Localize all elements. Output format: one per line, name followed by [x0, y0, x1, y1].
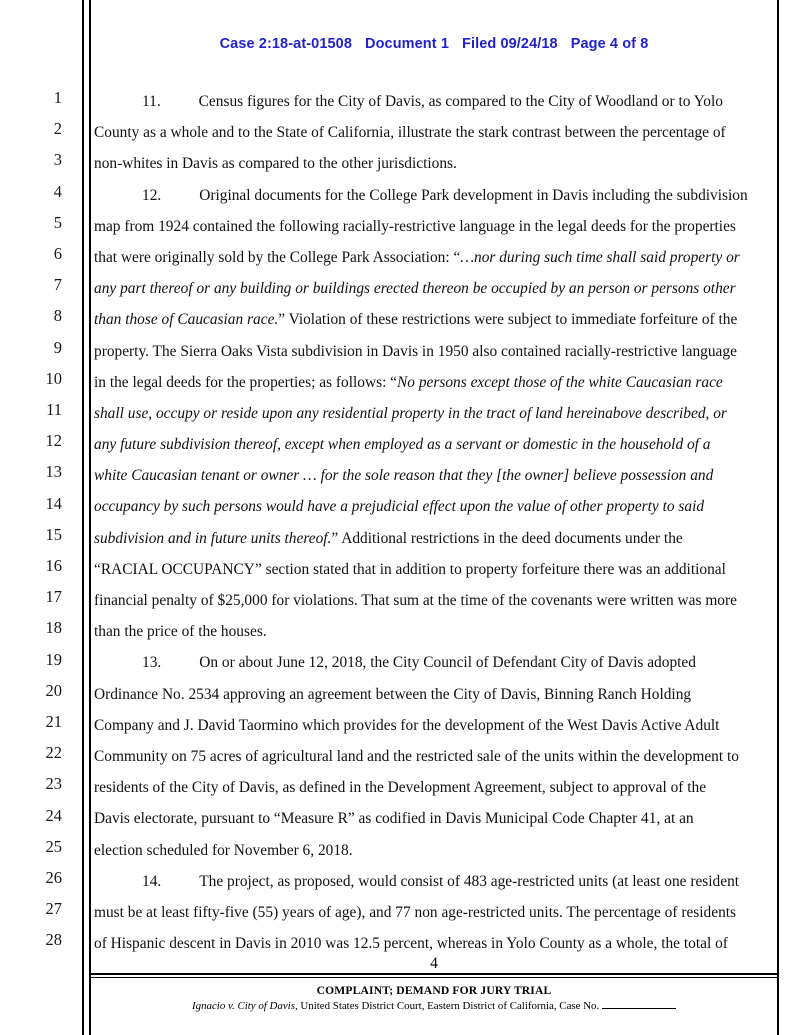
ecf-filing-header	[91, 36, 777, 52]
body-text-run: On or about June 12, 2018, the City Council of Defendant City of Davis adopted	[199, 654, 696, 672]
body-text-run: property. The Sierra Oaks Vista subdivision in Davis in 1950 also contained racially-restrictive language	[94, 342, 737, 360]
footer-rule-lower	[91, 977, 777, 978]
quoted-italic-text: than those of Caucasian race.	[94, 311, 279, 329]
body-text-run: ” Violation of these restrictions were subject to immediate forfeiture of the	[278, 311, 738, 329]
body-text-run: County as a whole and to the State of California, illustrate the stark contrast between the percentage of	[94, 124, 726, 142]
line-number: 16	[45, 556, 62, 575]
text-line	[94, 585, 754, 616]
text-line	[94, 554, 754, 585]
text-line	[94, 304, 754, 335]
text-line	[94, 803, 754, 834]
ecf-document-number: Document 1	[365, 36, 449, 52]
left-margin-rule-inner	[89, 0, 91, 1035]
line-number: 9	[53, 337, 62, 357]
line-number: 2	[53, 119, 62, 139]
line-number: 26	[45, 868, 62, 887]
text-line	[94, 429, 754, 460]
text-line	[94, 398, 754, 429]
line-number: 21	[45, 712, 62, 731]
line-number: 6	[53, 244, 62, 263]
text-line	[94, 273, 754, 304]
text-line	[94, 148, 754, 179]
page-number: 4	[430, 955, 438, 972]
body-text-run: 14.	[142, 872, 162, 890]
body-text-run: “RACIAL OCCUPANCY” section stated that in addition to property forfeiture there was an additional	[94, 560, 726, 578]
text-line	[94, 897, 754, 928]
body-text-run: than the price of the houses.	[94, 623, 267, 641]
line-number: 22	[45, 743, 62, 763]
footer-caption	[91, 999, 777, 1012]
line-number: 10	[45, 368, 62, 388]
line-number-gutter	[0, 0, 80, 1035]
body-text-run: residents of the City of Davis, as defined in the Development Agreement, subject to approval of the	[94, 779, 707, 797]
quoted-italic-text: any future subdivision thereof, except when employed as a servant or domestic in the household of a	[94, 436, 711, 454]
quoted-italic-text: any part thereof or any building or buildings erected thereon be occupied by an person or persons other	[94, 280, 736, 298]
line-number: 17	[45, 587, 62, 607]
line-number: 11	[46, 400, 62, 419]
ecf-filed-date: Filed 09/24/18	[462, 36, 558, 52]
body-text-run: financial penalty of $25,000 for violations. That sum at the time of the covenants were written was more	[94, 592, 737, 609]
left-margin-rule-outer	[82, 0, 84, 1035]
line-number: 23	[45, 774, 62, 794]
ecf-case-number: Case 2:18-at-01508	[219, 36, 352, 52]
line-number: 19	[45, 649, 62, 669]
text-line	[94, 336, 754, 367]
line-number: 25	[45, 836, 62, 856]
text-line	[94, 710, 754, 741]
line-number: 3	[53, 150, 62, 170]
document-footer	[91, 984, 777, 1012]
body-text-run: The project, as proposed, would consist of 483 age-restricted units (at least one resident	[199, 872, 740, 890]
footer-rule-upper	[91, 973, 777, 975]
body-text-run: Ordinance No. 2534 approving an agreement between the City of Davis, Binning Ranch Holding	[94, 685, 692, 703]
body-text-run: Census figures for the City of Davis, as compared to the City of Woodland or to Yolo	[198, 93, 723, 110]
text-line	[94, 835, 754, 866]
line-number: 5	[53, 212, 62, 232]
body-text-run: that were originally sold by the College Park Association: “	[94, 248, 461, 266]
body-text-run: 13.	[142, 654, 162, 672]
body-text-run: in the legal deeds for the properties; as follows: “	[94, 373, 398, 391]
line-number: 4	[53, 181, 62, 201]
body-text-run: Original documents for the College Park development in Davis including the subdivision	[199, 186, 748, 204]
body-text-run: non-whites in Davis as compared to the other jurisdictions.	[94, 155, 457, 173]
body-text-run: of Hispanic descent in Davis in 2010 was 12.5 percent, whereas in Yolo County as a whole, the total of	[94, 935, 728, 953]
quoted-italic-text: No persons except those of the white Caucasian race	[397, 373, 723, 391]
body-text-run: election scheduled for November 6, 2018.	[94, 841, 353, 859]
body-text-run: 12.	[142, 186, 162, 204]
body-text-run: Company and J. David Taormino which provides for the development of the West Davis Active Adult	[94, 716, 720, 734]
text-line	[94, 117, 754, 148]
line-number: 1	[53, 88, 62, 107]
text-line	[94, 211, 754, 242]
text-line	[94, 772, 754, 803]
body-text-run: ” Additional restrictions in the deed documents under the	[331, 529, 683, 547]
quoted-italic-text: shall use, occupy or reside upon any residential property in the tract of land hereinabove described, or	[94, 404, 727, 422]
line-number: 20	[45, 680, 62, 700]
ecf-page-indicator: Page 4 of 8	[570, 36, 649, 52]
line-number: 8	[53, 306, 62, 326]
text-line	[94, 523, 754, 554]
line-number: 15	[45, 524, 62, 544]
text-line	[94, 180, 754, 211]
body-text-run: Community on 75 acres of agricultural land and the restricted sale of the units within the development to	[94, 747, 739, 765]
body-text-run: must be at least fifty-five (55) years of age), and 77 non age-restricted units. The percentage of residents	[94, 903, 737, 921]
body-text-run: 11.	[142, 93, 161, 110]
line-number: 14	[45, 493, 62, 513]
text-line	[94, 679, 754, 710]
quoted-italic-text: subdivision and in future units thereof.	[94, 529, 332, 547]
text-line	[94, 741, 754, 772]
body-text-run: Davis electorate, pursuant to “Measure R” as codified in Davis Municipal Code Chapter 41, at an	[94, 810, 694, 828]
line-number: 18	[45, 618, 62, 638]
line-number: 12	[45, 431, 62, 451]
footer-case-style: Ignacio v. City of Davis	[192, 1000, 295, 1012]
quoted-italic-text: white Caucasian tenant or owner … for the sole reason that they [the owner] believe possession and	[94, 467, 714, 485]
case-number-blank	[602, 999, 676, 1009]
line-number: 27	[45, 899, 62, 919]
text-line	[94, 86, 754, 117]
text-line	[94, 242, 754, 273]
footer-title: COMPLAINT; DEMAND FOR JURY TRIAL	[316, 984, 552, 997]
text-line	[94, 491, 754, 522]
line-number: 28	[45, 930, 62, 950]
text-line	[94, 647, 754, 678]
text-line	[94, 616, 754, 647]
document-body-text	[94, 86, 754, 959]
text-line	[94, 866, 754, 897]
quoted-italic-text: …nor during such time shall said property or	[460, 248, 740, 266]
text-line	[94, 367, 754, 398]
quoted-italic-text: occupancy by such persons would have a prejudicial effect upon the value of other property to said	[94, 498, 705, 516]
line-number: 7	[53, 275, 62, 295]
footer-case-court: , United States District Court, Eastern District of California, Case No.	[294, 1000, 600, 1012]
text-line	[94, 460, 754, 491]
right-margin-rule	[777, 0, 779, 1035]
line-number: 24	[45, 805, 62, 825]
line-number: 13	[45, 462, 62, 482]
body-text-run: map from 1924 contained the following racially-restrictive language in the legal deeds for the properties	[94, 217, 736, 235]
